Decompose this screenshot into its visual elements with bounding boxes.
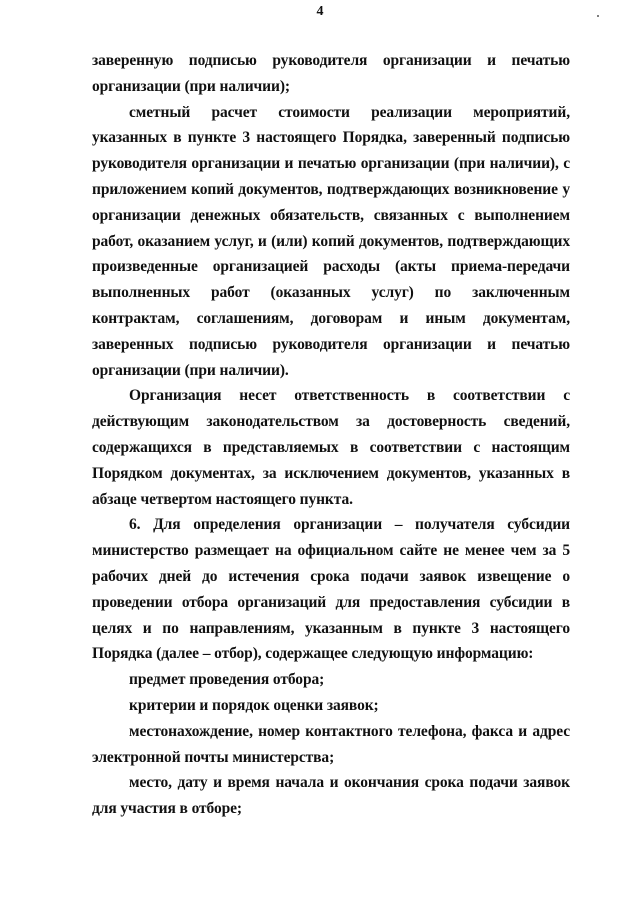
paragraph-2: сметный расчет стоимости реализации мероприятий, указанных в пункте 3 настоящего Порядка, заверенный подписью руководителя организации и печатью организации (при наличии), с приложением копий документов, подтверждающих возникновение у организации денежных обязательств, связанных с выполнением работ, оказанием услуг, и (или) копий документов, подтверждающих произведенные организацией расходы (акты приема-передачи выполненных работ (оказанных услуг) по заключенным контрактам, соглашениям, договорам и иным документам, заверенных подписью руководителя организации и печатью организации (при наличии).: [92, 103, 570, 379]
document-body: [92, 48, 570, 822]
paragraph-1: заверенную подписью руководителя организации и печатью организации (при наличии);: [92, 52, 570, 95]
paragraph-7: местонахождение, номер контактного телефона, факса и адрес электронной почты министерства;: [92, 722, 570, 766]
paragraph-6: критерии и порядок оценки заявок;: [129, 696, 379, 714]
scan-speck: [597, 15, 599, 17]
paragraph-5: предмет проведения отбора;: [129, 671, 325, 689]
paragraph-3: Организация несет ответственность в соответствии с действующим законодательством за достоверность сведений, содержащихся в представляемых в соответствии с настоящим Порядком документах, за исключением документов, указанных в абзаце четвертом настоящего пункта.: [92, 387, 570, 508]
page-number: 4: [316, 4, 324, 19]
paragraph-4: 6. Для определения организации – получателя субсидии министерство размещает на официальном сайте не менее чем за 5 рабочих дней до истечения срока подачи заявок извещение о проведении отбора организаций для предоставления субсидии в целях и по направлениям, указанным в пункте 3 настоящего Порядка (далее – отбор), содержащее следующую информацию:: [92, 516, 570, 663]
paragraph-8: место, дату и время начала и окончания срока подачи заявок для участия в отборе;: [92, 774, 570, 818]
